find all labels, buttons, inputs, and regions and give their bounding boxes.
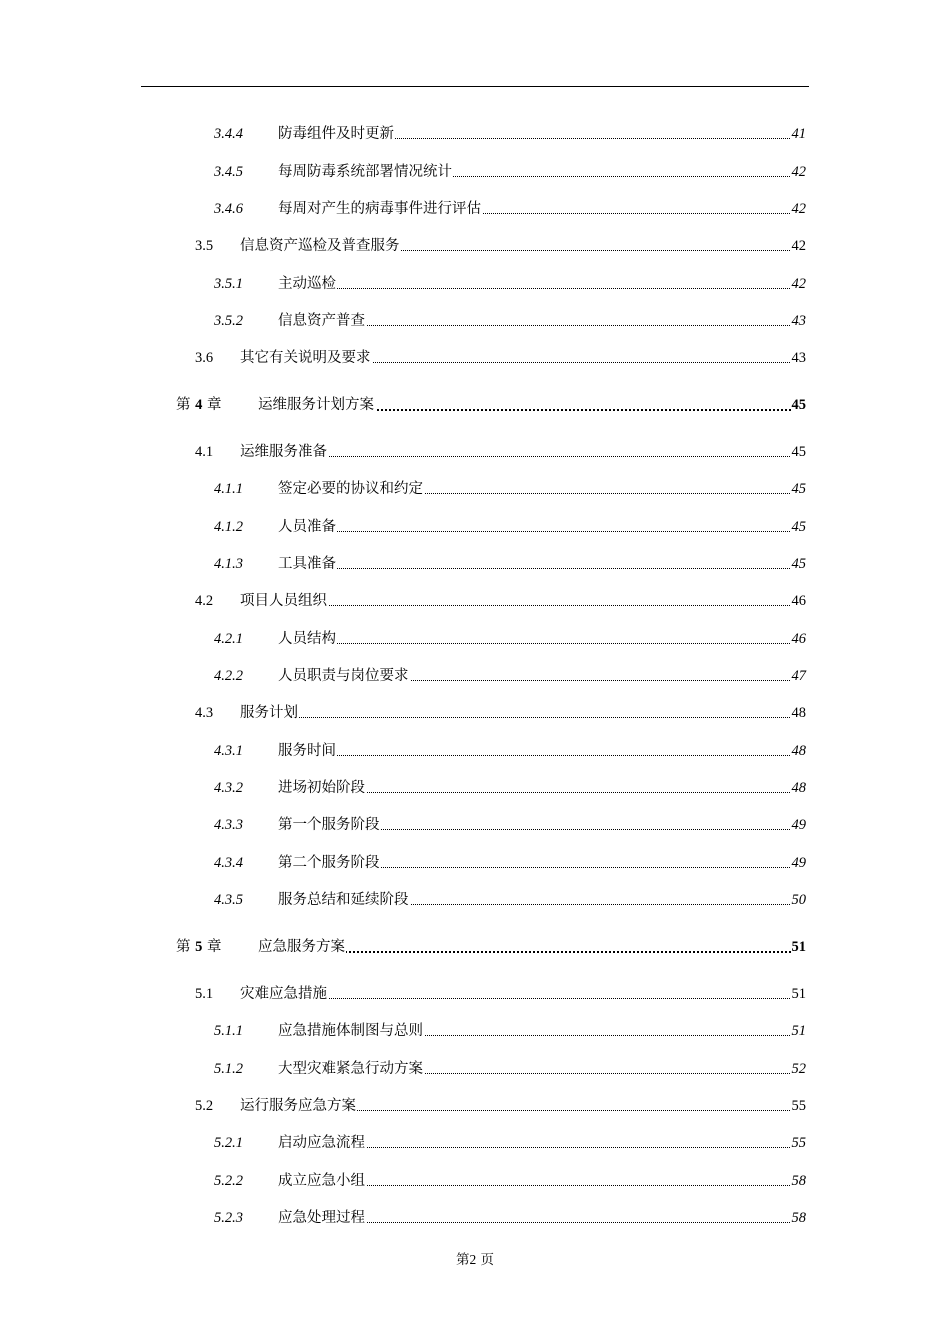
toc-entry-page: 46: [791, 627, 807, 651]
toc-entry[interactable]: [0, 160, 950, 184]
toc-entry-number: 4.3: [195, 705, 214, 721]
toc-entry[interactable]: [0, 552, 950, 576]
toc-entry-page: 55: [791, 1094, 807, 1118]
toc-entry-page: 49: [791, 851, 807, 875]
toc-entry-title: 大型灾难紧急行动方案: [278, 1057, 424, 1081]
toc-entry-number: [176, 935, 221, 959]
toc-entry-number: 5.1: [195, 986, 214, 1002]
toc-entry-page: 48: [791, 776, 807, 800]
toc-entry-page: 43: [791, 346, 807, 370]
toc-entry[interactable]: [0, 813, 950, 837]
toc-entry[interactable]: [0, 440, 950, 464]
toc-entry-page: 45: [791, 440, 807, 464]
toc-entry[interactable]: [0, 477, 950, 501]
toc-entry-title: 成立应急小组: [278, 1169, 366, 1193]
toc-entry-number: 4.2.1: [214, 631, 243, 647]
dot-leader: [278, 643, 806, 644]
toc-entry-title: 运维服务准备: [240, 440, 328, 464]
toc-entry-page: 45: [791, 393, 807, 417]
toc-entry-title: 运维服务计划方案: [258, 393, 375, 417]
chapter-prefix: 第: [176, 939, 191, 955]
dot-leader: [240, 717, 806, 718]
toc-entry[interactable]: [0, 851, 950, 875]
dot-leader: [278, 755, 806, 756]
toc-entry-title: 灾难应急措施: [240, 982, 328, 1006]
toc-entry-page: 45: [791, 515, 807, 539]
dot-leader: [278, 531, 806, 532]
toc-entry-title: 服务总结和延续阶段: [278, 888, 410, 912]
toc-entry-number: 4.2: [195, 593, 214, 609]
toc-entry-page: 48: [791, 701, 807, 725]
toc-entry-number: 3.4.4: [214, 126, 243, 142]
toc-entry-number: 5.1.2: [214, 1061, 243, 1077]
toc-entry-number: 3.5.1: [214, 276, 243, 292]
toc-entry-title: 其它有关说明及要求: [240, 346, 372, 370]
toc-entry-page: 42: [791, 197, 807, 221]
toc-entry-page: 46: [791, 589, 807, 613]
toc-entry-title: 项目人员组织: [240, 589, 328, 613]
toc-entry[interactable]: [0, 197, 950, 221]
toc-entry-title: 主动巡检: [278, 272, 337, 296]
toc-entry-title: 每周防毒系统部署情况统计: [278, 160, 453, 184]
toc-entry-page: 42: [791, 160, 807, 184]
toc-entry-title: 运行服务应急方案: [240, 1094, 357, 1118]
toc-entry[interactable]: [0, 1057, 950, 1081]
toc-entry[interactable]: [0, 1169, 950, 1193]
toc-entry-number: 4.3.3: [214, 817, 243, 833]
toc-entry[interactable]: [0, 1131, 950, 1155]
toc-entry-title: 进场初始阶段: [278, 776, 366, 800]
toc-entry-number: 5.2: [195, 1098, 214, 1114]
toc-entry-number: 4.2.2: [214, 668, 243, 684]
toc-entry-number: 4.1: [195, 444, 214, 460]
dot-leader: [278, 568, 806, 569]
chapter-prefix: 第: [176, 397, 191, 413]
toc-chapter-entry[interactable]: [0, 935, 950, 959]
toc-entry-page: 51: [791, 935, 807, 959]
chapter-number: 4: [195, 397, 203, 413]
toc-entry[interactable]: [0, 515, 950, 539]
toc-entry-page: 43: [791, 309, 807, 333]
toc-entry-page: 49: [791, 813, 807, 837]
toc-entry-number: 4.1.1: [214, 481, 243, 497]
toc-entry-number: 4.3.5: [214, 892, 243, 908]
toc-entry-number: 4.3.4: [214, 855, 243, 871]
toc-chapter-entry[interactable]: [0, 393, 950, 417]
toc-entry-number: 3.5: [195, 238, 214, 254]
toc-entry[interactable]: [0, 346, 950, 370]
toc-entry-page: 51: [791, 982, 807, 1006]
toc-entry-page: 50: [791, 888, 807, 912]
toc-entry[interactable]: [0, 122, 950, 146]
toc-entry-number: 5.1.1: [214, 1023, 243, 1039]
toc-entry-page: 48: [791, 739, 807, 763]
toc-entry-title: 防毒组件及时更新: [278, 122, 395, 146]
toc-entry[interactable]: [0, 982, 950, 1006]
toc-entry-page: 42: [791, 234, 807, 258]
toc-entry[interactable]: [0, 701, 950, 725]
toc-entry-title: 人员结构: [278, 627, 337, 651]
toc-entry-number: 3.4.6: [214, 201, 243, 217]
toc-entry-page: 45: [791, 477, 807, 501]
toc-entry-title: 人员准备: [278, 515, 337, 539]
footer-prefix: 第: [455, 1252, 470, 1268]
toc-entry-page: 51: [791, 1019, 807, 1043]
toc-entry-page: 52: [791, 1057, 807, 1081]
toc-entry-number: 4.3.1: [214, 743, 243, 759]
toc-entry-number: 4.1.3: [214, 556, 243, 572]
toc-entry[interactable]: [0, 1094, 950, 1118]
toc-entry[interactable]: [0, 589, 950, 613]
toc-entry-page: 45: [791, 552, 807, 576]
toc-entry-title: 应急处理过程: [278, 1206, 366, 1230]
toc-entry-title: 信息资产普查: [278, 309, 366, 333]
toc-entry-title: 服务时间: [278, 739, 337, 763]
toc-entry-number: 4.3.2: [214, 780, 243, 796]
toc-entry[interactable]: [0, 627, 950, 651]
dot-leader: [278, 288, 806, 289]
chapter-suffix: 章: [206, 397, 222, 413]
toc-entry[interactable]: [0, 1019, 950, 1043]
toc-entry[interactable]: [0, 309, 950, 333]
chapter-suffix: 章: [206, 939, 222, 955]
toc-entry-number: 3.5.2: [214, 313, 243, 329]
toc-entry-title: 信息资产巡检及普查服务: [240, 234, 401, 258]
toc-entry-title: 应急措施体制图与总则: [278, 1019, 424, 1043]
page-footer: [0, 1248, 950, 1268]
footer-page-number: 2: [469, 1252, 477, 1267]
toc-entry[interactable]: [0, 664, 950, 688]
header-rule: [141, 86, 809, 87]
toc-entry[interactable]: [0, 739, 950, 763]
toc-entry-title: 人员职责与岗位要求: [278, 664, 410, 688]
toc-entry-title: 启动应急流程: [278, 1131, 366, 1155]
toc-entry-title: 签定必要的协议和约定: [278, 477, 424, 501]
chapter-number: 5: [195, 939, 203, 955]
toc-entry-title: 第一个服务阶段: [278, 813, 381, 837]
toc-entry[interactable]: [0, 234, 950, 258]
toc-entry-number: 5.2.2: [214, 1173, 243, 1189]
toc-entry-title: 应急服务方案: [258, 935, 346, 959]
toc-entry-title: 工具准备: [278, 552, 337, 576]
toc-entry-number: 3.6: [195, 350, 214, 366]
toc-entry-page: 42: [791, 272, 807, 296]
toc-entry[interactable]: [0, 888, 950, 912]
toc-entry-title: 服务计划: [240, 701, 299, 725]
toc-entry-page: 55: [791, 1131, 807, 1155]
footer-suffix: 页: [480, 1252, 495, 1268]
toc-entry-page: 47: [791, 664, 807, 688]
toc-entry-number: 5.2.3: [214, 1210, 243, 1226]
toc-entry-title: 第二个服务阶段: [278, 851, 381, 875]
toc-entry-number: 4.1.2: [214, 519, 243, 535]
toc-entry[interactable]: [0, 1206, 950, 1230]
toc-entry-number: 3.4.5: [214, 164, 243, 180]
toc-entry[interactable]: [0, 776, 950, 800]
toc-entry-page: 58: [791, 1206, 807, 1230]
toc-entry[interactable]: [0, 272, 950, 296]
toc-entry-page: 58: [791, 1169, 807, 1193]
toc-entry-number: 5.2.1: [214, 1135, 243, 1151]
toc-entry-title: 每周对产生的病毒事件进行评估: [278, 197, 482, 221]
toc-entry-page: 41: [791, 122, 807, 146]
toc-entry-number: [176, 393, 221, 417]
